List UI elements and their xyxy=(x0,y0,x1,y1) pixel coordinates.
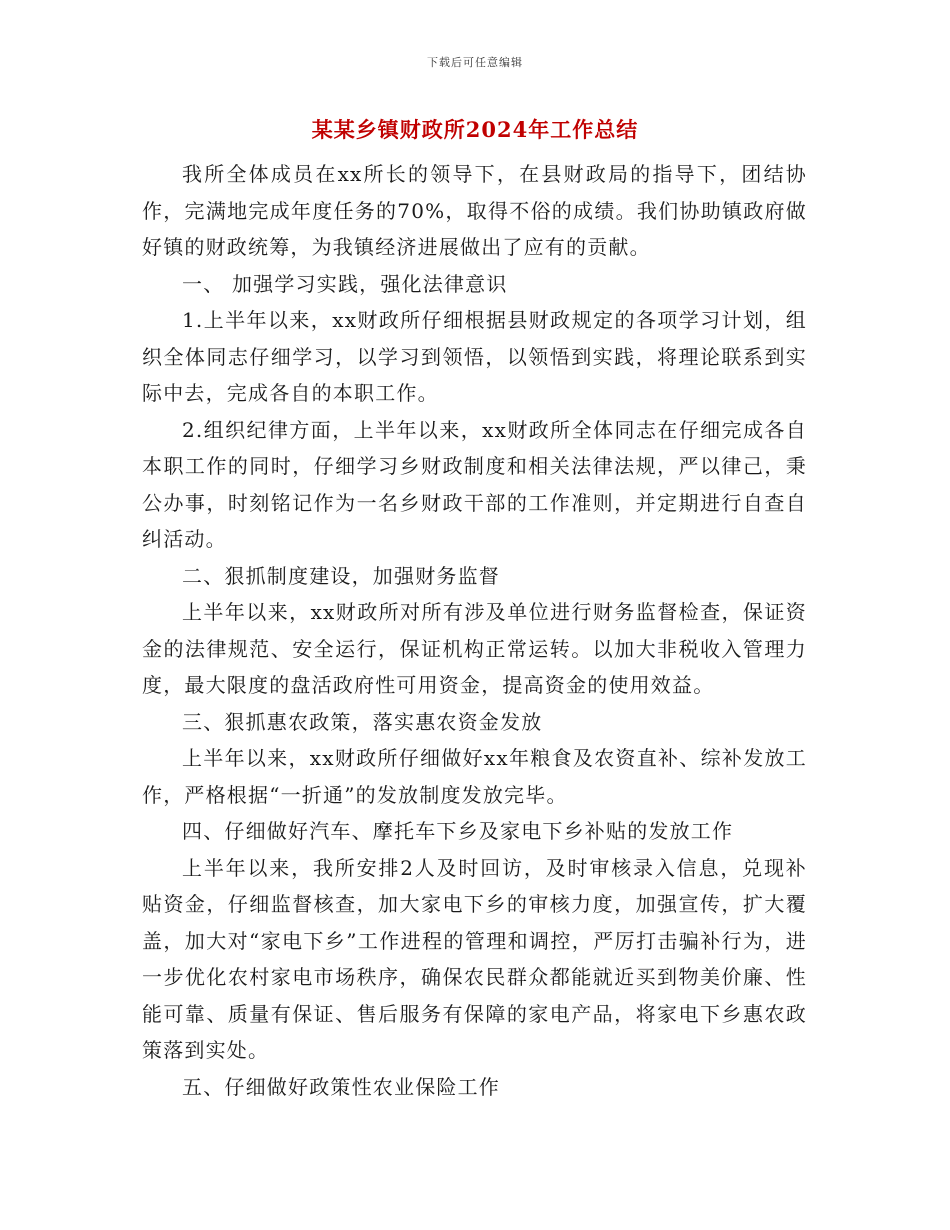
document-title: 某某乡镇财政所2024年工作总结 xyxy=(311,117,639,142)
section-heading-3: 三、狠抓惠农政策，落实惠农资金发放 xyxy=(182,709,543,734)
paragraph-4: 上半年以来，我所安排2人及时回访，及时审核录入信息，兑现补贴资金，仔细监督核查，加大家电下乡的审核力度，加强宣传，扩大覆盖，加大对“家电下乡”工作进程的管理和调控，严厉打击骗补行为，进一步优化农村家电市场秩序，确保农民群众都能就近买到物美价廉、性能可靠、质量有保证、售后服务有保障的家电产品，将家电下乡惠农政策落到实处。 xyxy=(142,855,807,1062)
paragraph-3: 上半年以来，xx财政所仔细做好xx年粮食及农资直补、综补发放工作，严格根据“一折通”的发放制度发放完毕。 xyxy=(142,746,807,807)
paragraph-1-2: 2.组织纪律方面，上半年以来，xx财政所全体同志在仔细完成各自本职工作的同时，仔细学习乡财政制度和相关法律法规，严以律己，秉公办事，时刻铭记作为一名乡财政干部的工作准则，并定期进行自查自纠活动。 xyxy=(142,417,807,551)
section-heading-1: 一、 加强学习实践，强化法律意识 xyxy=(182,271,508,296)
header-note: 下载后可任意编辑 xyxy=(427,56,523,69)
intro-paragraph: 我所全体成员在xx所长的领导下，在县财政局的指导下，团结协作，完满地完成年度任务的70%，取得不俗的成绩。我们协助镇政府做好镇的财政统筹，为我镇经济进展做出了应有的贡献。 xyxy=(142,162,807,259)
section-heading-2: 二、狠抓制度建设，加强财务监督 xyxy=(182,563,500,588)
paragraph-2: 上半年以来，xx财政所对所有涉及单位进行财务监督检查，保证资金的法律规范、安全运行，保证机构正常运转。以加大非税收入管理力度，最大限度的盘活政府性可用资金，提高资金的使用效益。 xyxy=(142,600,807,697)
section-heading-5: 五、仔细做好政策性农业保险工作 xyxy=(182,1074,500,1099)
section-heading-4: 四、仔细做好汽车、摩托车下乡及家电下乡补贴的发放工作 xyxy=(182,819,734,843)
document-body xyxy=(142,156,807,1105)
paragraph-1-1: 1.上半年以来，xx财政所仔细根据县财政规定的各项学习计划，组织全体同志仔细学习，以学习到领悟，以领悟到实践，将理论联系到实际中去，完成各自的本职工作。 xyxy=(142,308,807,405)
